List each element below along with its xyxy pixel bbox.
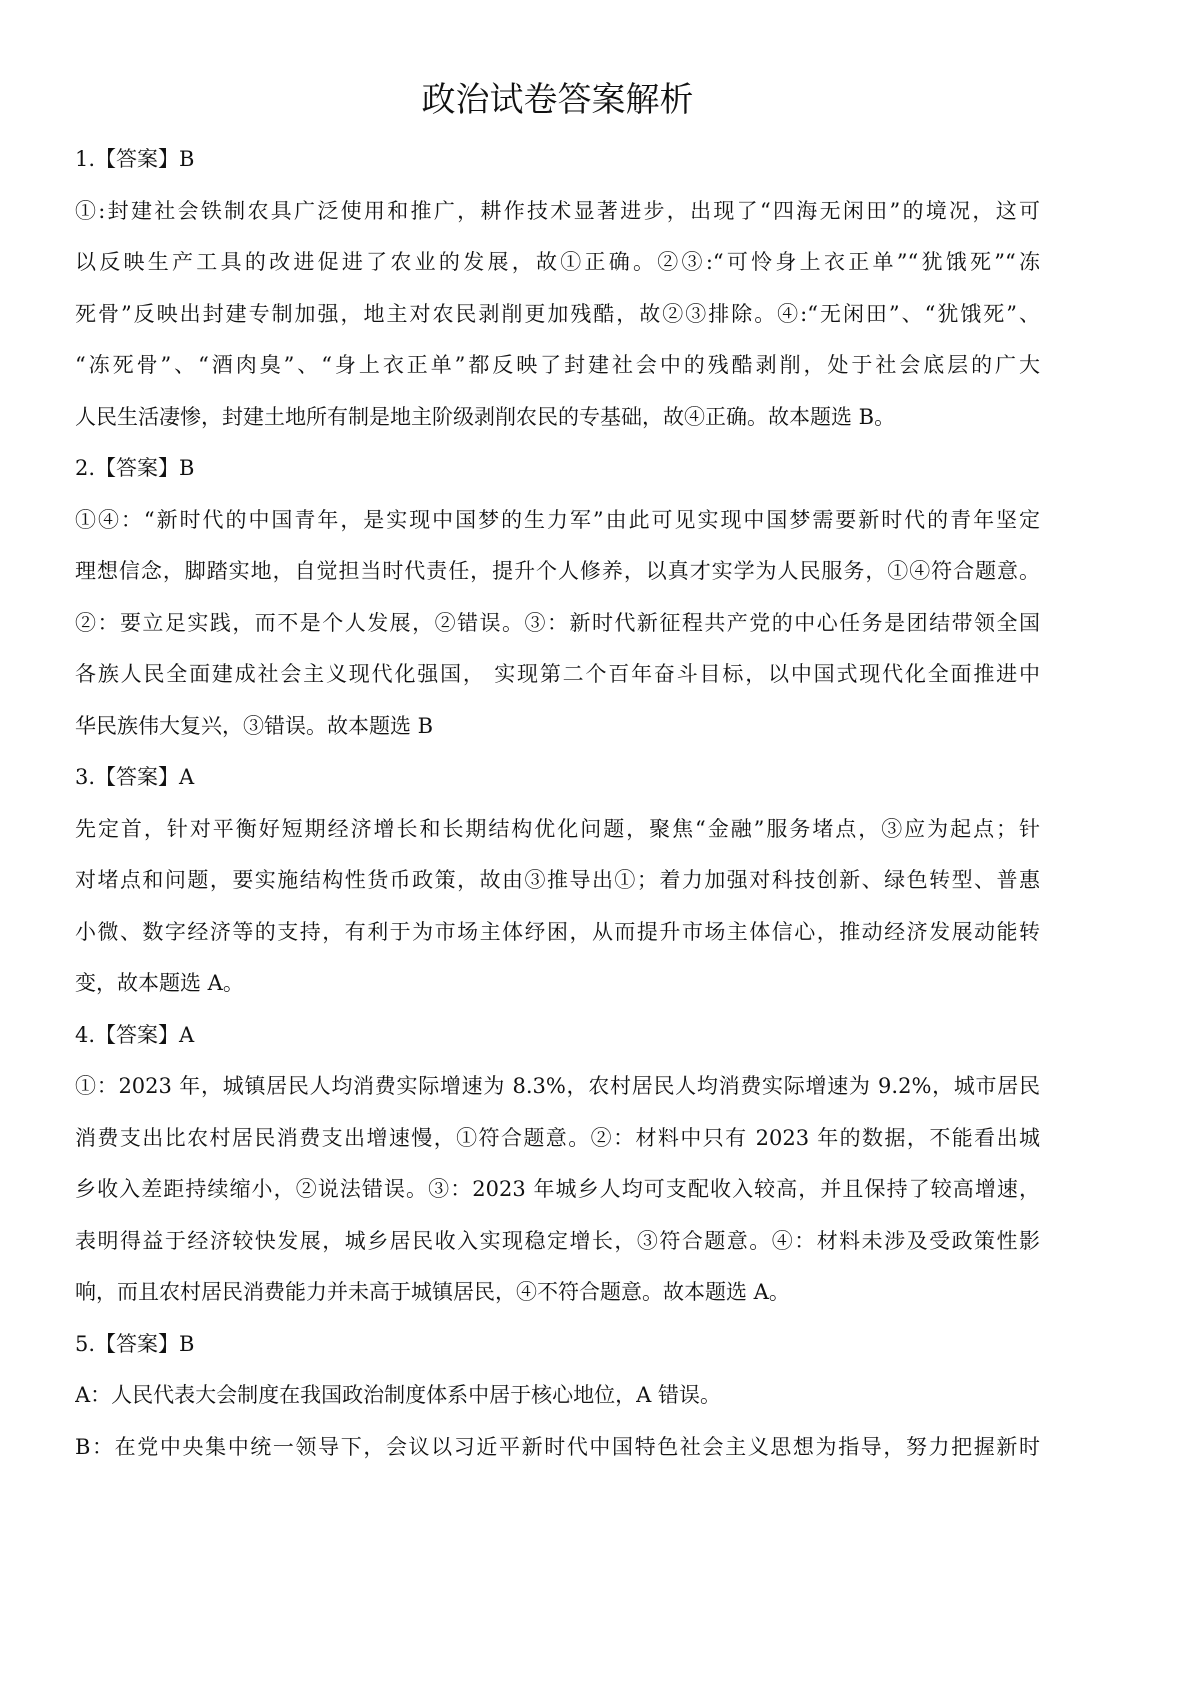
analysis-line: 人民生活凄惨，封建土地所有制是地主阶级剥削农民的专基础，故④正确。故本题选 B。 bbox=[75, 404, 896, 429]
answer-header-5: 5.【答案】B bbox=[75, 1331, 195, 1356]
answer-header-2: 2.【答案】B bbox=[75, 456, 195, 480]
answer-content bbox=[75, 134, 1040, 1473]
analysis-line: 消费支出比农村居民消费支出增速慢，①符合题意。②：材料中只有 2023 年的数据，不能看出城 bbox=[75, 1125, 1040, 1150]
answer-header-3: 3.【答案】A bbox=[75, 765, 195, 789]
analysis-line: ①:封建社会铁制农具广泛使用和推广，耕作技术显著进步，出现了“四海无闲田”的境况，这可 bbox=[75, 198, 1040, 223]
analysis-line: ①④：“新时代的中国青年，是实现中国梦的生力军”由此可见实现中国梦需要新时代的青年坚定 bbox=[75, 507, 1040, 532]
analysis-line: 华民族伟大复兴，③错误。故本题选 B bbox=[75, 713, 434, 738]
analysis-line: 对堵点和问题，要实施结构性货币政策，故由③推导出①；着力加强对科技创新、绿色转型、普惠 bbox=[75, 868, 1040, 892]
analysis-line: 先定首，针对平衡好短期经济增长和长期结构优化问题，聚焦“金融”服务堵点，③应为起点；针 bbox=[75, 816, 1040, 841]
analysis-line: 小微、数字经济等的支持，有利于为市场主体纾困，从而提升市场主体信心，推动经济发展动能转 bbox=[75, 919, 1040, 944]
analysis-line: 乡收入差距持续缩小，②说法错误。③：2023 年城乡人均可支配收入较高，并且保持了较高增速， bbox=[75, 1177, 1040, 1201]
analysis-line: 表明得益于经济较快发展，城乡居民收入实现稳定增长，③符合题意。④：材料未涉及受政策性影 bbox=[75, 1228, 1040, 1253]
analysis-line: ②：要立足实践，而不是个人发展，②错误。③：新时代新征程共产党的中心任务是团结带领全国 bbox=[75, 610, 1040, 635]
analysis-line: A：人民代表大会制度在我国政治制度体系中居于核心地位，A 错误。 bbox=[75, 1383, 722, 1407]
analysis-line: 以反映生产工具的改进促进了农业的发展，故①正确。②③:“可怜身上衣正单”“犹饿死”“冻 bbox=[75, 250, 1040, 274]
analysis-line: 变，故本题选 A。 bbox=[75, 971, 244, 995]
answer-header-4: 4.【答案】A bbox=[75, 1022, 195, 1047]
analysis-line: ①：2023 年，城镇居民人均消费实际增速为 8.3%，农村居民人均消费实际增速为 9.2%，城市居民 bbox=[75, 1074, 1040, 1098]
analysis-line: “冻死骨”、“酒肉臭”、“身上衣正单”都反映了封建社会中的残酷剥削，处于社会底层的广大 bbox=[75, 353, 1040, 377]
analysis-line: 响，而且农村居民消费能力并未高于城镇居民，④不符合题意。故本题选 A。 bbox=[75, 1280, 790, 1304]
analysis-line: 理想信念，脚踏实地，自觉担当时代责任，提升个人修养，以真才实学为人民服务，①④符合题意。 bbox=[75, 559, 1040, 583]
analysis-line: 死骨”反映出封建专制加强，地主对农民剥削更加残酷，故②③排除。④:“无闲田”、“犹饿死”、 bbox=[75, 301, 1040, 326]
analysis-line: B：在党中央集中统一领导下，会议以习近平新时代中国特色社会主义思想为指导，努力把握新时 bbox=[75, 1434, 1040, 1459]
answer-header-1: 1.【答案】B bbox=[75, 147, 195, 171]
analysis-line: 各族人民全面建成社会主义现代化强国， 实现第二个百年奋斗目标，以中国式现代化全面推进中 bbox=[75, 662, 1040, 686]
page-title: 政治试卷答案解析 bbox=[421, 80, 694, 120]
